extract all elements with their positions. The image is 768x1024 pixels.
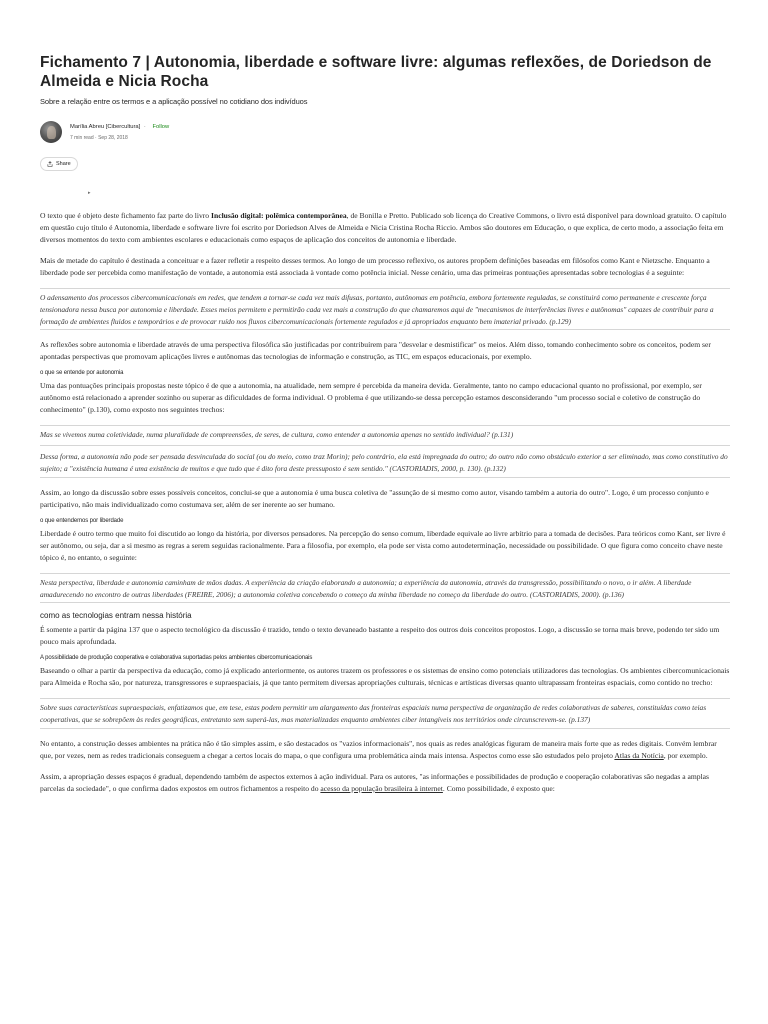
blockquote: Sobre suas características supraespaciais, enfatizamos que, em tese, estas podem permitir um alargamento das fronteiras espaciais numa perspectiva de organização de redes colaborativas de saberes, constituídas como teias cooperativas, que se sobrepõem às redes geográficas, entretanto sem superá-las, mas materializadas enquanto ambientes ciber intangíveis nos territórios onde circunscrevem-se. (p.137): [40, 698, 730, 729]
paragraph: Liberdade é outro termo que muito foi discutido ao longo da história, por diversos pensadores. Na percepção do senso comum, liberdade equivale ao livre arbítrio para a tomada de decisões. Para teóricos como Kant, ser livre é ser autônomo, ou seja, dar a si mesmo as regras a serem seguidas racionalmente. Para a filosofia, por exemplo, ela pode ser vista como autodeterminação, necessidade ou possibilidade. O que figura como conceito chave neste tópico é, no entanto, o seguinte:: [40, 528, 726, 562]
atlas-link[interactable]: Atlas da Notícia: [614, 750, 664, 760]
paragraph: Assim, a apropriação desses espaços é gradual, dependendo também de aspectos externos à ação individual. Para os autores, "as informações e possibilidades de produção e cooperação colaborativas são negadas a amplas parcelas da sociedade", o que confirma dados expostos em outros fichamentos a respeito do acesso da população brasileira à internet. Como possibilidade, é exposto que:: [40, 771, 709, 793]
read-time: 7 min read: [70, 134, 94, 141]
share-icon: [47, 161, 53, 167]
share-label: Share: [56, 161, 71, 167]
article-body: [40, 210, 730, 795]
author-name[interactable]: Marília Abreu [Cibercultura]: [70, 123, 141, 130]
article-subtitle: Sobre a relação entre os termos e a aplicação possível no cotidiano dos indivíduos: [40, 97, 308, 106]
avatar[interactable]: [40, 121, 62, 143]
author-meta: [70, 124, 169, 141]
paragraph: O texto que é objeto deste fichamento faz parte do livro Inclusão digital: polêmica contemporânea, de Bonilla e Pretto. Publicado sob licença do Creative Commons, o livro está disponível para download gratuito. O capítulo em questão cujo título é Autonomia, liberdade e software livre foi escrito por Doriedson Alves de Almeida e Nicia Cristina Rocha Riccio. Ambos são doutores em Educação, o que explica, de certo modo, a associação feita em diversos momentos do texto com ambientes escolares e educacionais como espaços de aplicação dos conceitos de autonomia e liberdade.: [40, 211, 727, 244]
author-row: [40, 121, 730, 143]
meta-line: [70, 135, 169, 141]
paragraph: Assim, ao longo da discussão sobre esses possíveis conceitos, conclui-se que a autonomia é uma busca coletiva de "assunção de si mesmo como autor, visando também a autoria do outro". Logo, é um processo conjunto e participativo, não mais individualizado como costumava ser, além de ser inerente ao ser humano.: [40, 487, 709, 509]
author-line: [70, 124, 169, 130]
caret-icon[interactable]: ▸: [88, 190, 91, 196]
author-separator: ·: [143, 123, 146, 130]
blockquote: Dessa forma, a autonomia não pode ser pensada desvinculada do social (ou do meio, como traz Morin); pelo contrário, ela está impregnada do outro; do outro não como obstáculo exterior a ser eliminado, mas como constitutivo do sujeito; a "existência humana é uma existência de muitos e que tudo que é dito fora deste pressuposto é sem sentido." (CASTORIADIS, 2000, p. 130). (p.132): [40, 445, 730, 478]
section-heading: o que entendemos por liberdade: [40, 517, 124, 524]
paragraph: Mais de metade do capítulo é destinada a conceituar e a fazer refletir a respeito desses termos. Ao longo de um processo reflexivo, os autores propõem definições baseadas em filósofos como Kant e Nietzsche. Enquanto a liberdade pode ser percebida como manifestação de vontade, a autonomia está associada à vontade como potência inicial. Nesse cenário, uma das primeiras pontuações apresentadas sobre tecnologias é a seguinte:: [40, 256, 710, 277]
section-heading: como as tecnologias entram nessa história: [40, 611, 192, 621]
paragraph: Baseando o olhar a partir da perspectiva da educação, como já explicado anteriormente, os autores trazem os professores e os sistemas de ensino como potenciais utilizadores das tecnologias. Os ambientes cibercomunicacionais para Almeida e Rocha são, por natureza, transgressores e supraespaciais, já que tanto permitem diversas apropriações culturais, técnicas e artísticas diversas quanto ultrapassam fronteiras espaciais, como contido no trecho:: [40, 666, 730, 688]
section-heading: o que se entende por autonomia: [40, 370, 124, 377]
book-title: Inclusão digital: polêmica contemporânea: [211, 211, 347, 220]
paragraph: No entanto, a construção desses ambientes na prática não é tão simples assim, e são destacados os "vazios informacionais", nos quais as redes analógicas figuram de maneira mais forte que as redes digitais. Convém lembrar que, por vezes, nem as redes tradicionais conseguem a chegar a certos locais do mapa, o que configura uma problemática ainda mais intensa. Aspectos como esse são estudados pelo projeto Atlas da Notícia, por exemplo.: [40, 738, 717, 760]
internet-access-link[interactable]: acesso da população brasileira à internet: [320, 783, 443, 793]
paragraph: Uma das pontuações principais propostas neste tópico é de que a autonomia, na atualidade, nem sempre é percebida da maneira devida. Geralmente, tanto no campo educacional quanto no profissional, por exemplo, ser autônomo está relacionado a aprender sozinho ou superar as dificuldades de forma individual. O problema é que utilizando-se dessa percepção estamos desconsiderando "um processo social e coletivo de construção do conhecimento" (p.130), como exposto nos seguintes trechos:: [40, 381, 702, 415]
paragraph: É somente a partir da página 137 que o aspecto tecnológico da discussão é trazido, tendo o texto devaneado bastante a respeito dos outros dois conceitos propostos. Logo, a discussão se torna mais breve, podendo ter sido um pouco mais aprofundada.: [40, 625, 720, 647]
blockquote: Nesta perspectiva, liberdade e autonomia caminham de mãos dadas. A experiência da criação elaborando a autonomia; a experiência da autonomia, através da transgressão, possibilitando o novo, o ir além. A liberdade amadurecendo no encontro de outras liberdades (FREIRE, 2006); a autonomia coletiva concebendo o começo da minha liberdade no começo da liberdade do outro. (CASTORIADIS, 2000). (p.136): [40, 573, 730, 604]
paragraph: As reflexões sobre autonomia e liberdade através de uma perspectiva filosófica são justificadas por contribuírem para "desvelar e desmistificar" os meios. Além disso, tomando conhecimento sobre os conceitos, podem ser apontadas perspectivas que promovam aplicações livres e autônomas das tecnologias de informação e construção, as TIC, em espaços educacionais, por exemplo.: [40, 340, 711, 362]
blockquote: Mas se vivemos numa coletividade, numa pluralidade de compreensões, de seres, de cultura, como entender a autonomia apenas no sentido individual? (p.131): [40, 425, 730, 445]
section-subheading: A possibilidade de produção cooperativa e colaborativa suportadas pelos ambientes cibercomunicacionais: [40, 655, 313, 662]
publish-date: Sep 28, 2018: [98, 134, 128, 141]
blockquote: O adensamento dos processos cibercomunicacionais em redes, que tendem a tornar-se cada vez mais difusas, portanto, autônomas em potência, embora fortemente reguladas, se constituirá como permanente e crescente força tensionadora nessa busca por autonomia e liberdade. Esses meios permitem e permitirão cada vez mais a construção do que chamaremos aqui de "mecanismos de interferências livres e autônomas" capazes de contribuir para a formação de ambientes fluidos e temporários e de provocar ruído nos fluxos cibercomunicacionais fortemente regulados e já apropriados enquanto bem imaterial privado. (p.129): [40, 288, 730, 330]
share-row: [40, 157, 730, 171]
follow-button[interactable]: Follow: [152, 123, 170, 130]
meta-separator: ·: [95, 134, 97, 141]
share-button[interactable]: [40, 157, 78, 171]
article-title: Fichamento 7 | Autonomia, liberdade e software livre: algumas reflexões, de Doriedson de Almeida e Nicia Rocha: [40, 54, 712, 90]
